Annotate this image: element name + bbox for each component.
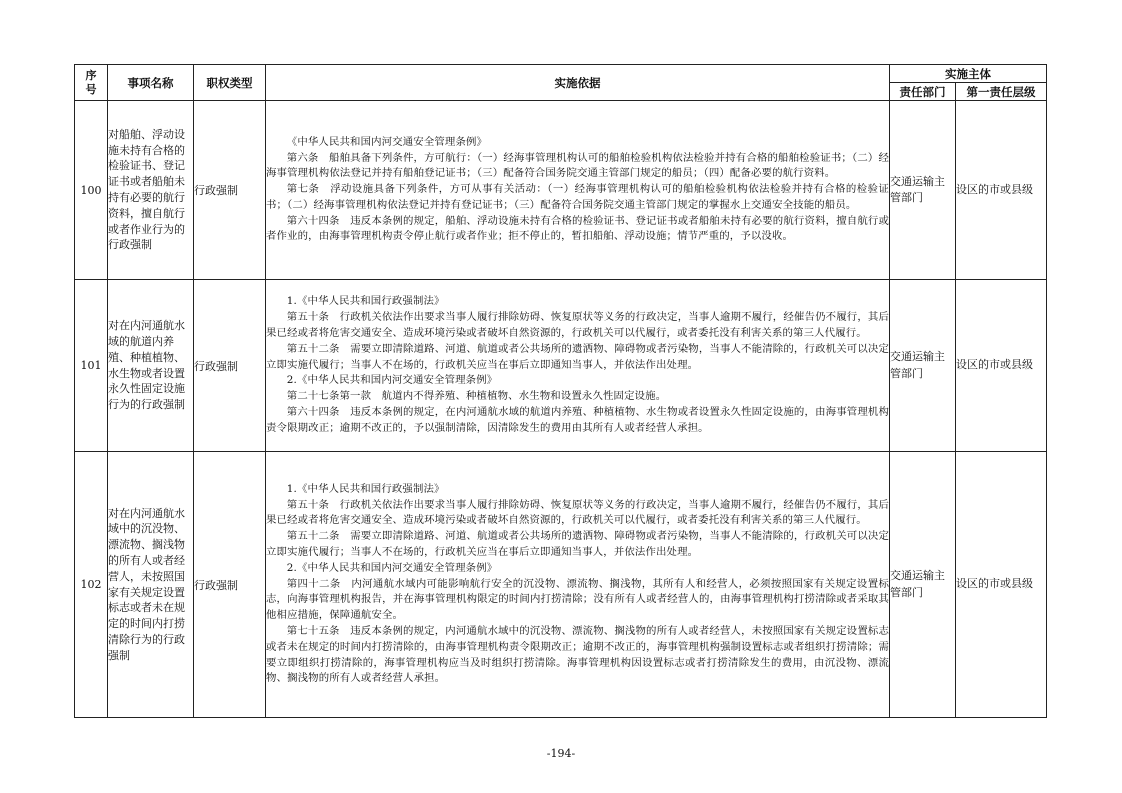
row-responsible-dept: 交通运输主管部门 xyxy=(890,452,956,718)
basis-paragraph: 第七条 浮动设施具备下列条件，方可从事有关活动：（一）经海事管理机构认可的船舶检验机构依法检验并持有合格的检验证书；（二）经海事管理机构依法登记并持有登记证书；（三）配备符合国务院交通主管部门规定的掌握水上交通安全技能的船员。 xyxy=(266,183,889,211)
basis-paragraph: 第五十二条 需要立即清除道路、河道、航道或者公共场所的遗洒物、障碍物或者污染物，当事人不能清除的，行政机关可以决定立即实施代履行；当事人不在场的，行政机关应当在事后立即通知当事人，并依法作出处理。 xyxy=(266,530,889,558)
row-authority-type: 行政强制 xyxy=(194,101,266,280)
basis-paragraph: 第七十五条 违反本条例的规定，内河通航水域中的沉没物、漂流物、搁浅物的所有人或者经营人，未按照国家有关规定设置标志或者未在规定的时间内打捞清除的，由海事管理机构责令限期改正；逾期不改正的，海事管理机构强制设置标志或者组织打捞清除；需要立即组织打捞清除的，海事管理机构应当及时组织打捞清除。海事管理机构因设置标志或者打捞清除发生的费用，由沉没物、漂流物、搁浅物的所有人或者经营人承担。 xyxy=(266,624,889,685)
row-item-name: 对在内河通航水域的航道内养殖、种植植物、水生物或者设置永久性固定设施行为的行政强制 xyxy=(108,280,194,452)
table-row xyxy=(75,452,1047,718)
basis-paragraph: 第五十条 行政机关依法作出要求当事人履行排除妨碍、恢复原状等义务的行政决定，当事人逾期不履行，经催告仍不履行，其后果已经或者将危害交通安全、造成环境污染或者破坏自然资源的，行政机关可以代履行，或者委托没有利害关系的第三人代履行。 xyxy=(266,498,889,527)
basis-paragraph: 《中华人民共和国内河交通安全管理条例》 xyxy=(286,135,488,148)
row-seq: 100 xyxy=(75,101,108,280)
basis-paragraph: 1.《中华人民共和国行政强制法》 xyxy=(286,482,445,495)
row-seq: 102 xyxy=(75,452,108,718)
row-item-name: 对船舶、浮动设施未持有合格的检验证书、登记证书或者船舶未持有必要的航行资料，擅自航行或者作业行为的行政强制 xyxy=(108,101,194,280)
basis-paragraph: 2.《中华人民共和国内河交通安全管理条例》 xyxy=(286,561,498,574)
row-responsible-dept: 交通运输主管部门 xyxy=(890,101,956,280)
row-legal-basis xyxy=(266,280,890,452)
basis-paragraph: 1.《中华人民共和国行政强制法》 xyxy=(286,295,445,308)
header-dept: 责任部门 xyxy=(890,83,956,101)
page-number: -194- xyxy=(546,747,576,760)
row-responsible-level: 设区的市或县级 xyxy=(956,452,1047,718)
table-row xyxy=(75,280,1047,452)
row-legal-basis xyxy=(266,101,890,280)
header-seq: 序号 xyxy=(75,65,108,101)
row-responsible-level: 设区的市或县级 xyxy=(956,280,1047,452)
basis-paragraph: 第五十条 行政机关依法作出要求当事人履行排除妨碍、恢复原状等义务的行政决定，当事人逾期不履行，经催告仍不履行，其后果已经或者将危害交通安全、造成环境污染或者破坏自然资源的，行政机关可以代履行，或者委托没有利害关系的第三人代履行。 xyxy=(266,311,889,339)
row-seq: 101 xyxy=(75,280,108,452)
basis-paragraph: 第六条 船舶具备下列条件，方可航行：（一）经海事管理机构认可的船舶检验机构依法检验并持有合格的船舶检验证书；（二）经海事管理机构依法登记并持有船舶登记证书；（三）配备符合国务院交通主管部门规定的船员；（四）配备必要的航行资料。 xyxy=(266,151,889,180)
row-authority-type: 行政强制 xyxy=(194,452,266,718)
authority-table xyxy=(74,64,1047,718)
row-responsible-dept: 交通运输主管部门 xyxy=(890,280,956,452)
header-level: 第一责任层级 xyxy=(956,83,1047,101)
row-authority-type: 行政强制 xyxy=(194,280,266,452)
table-row xyxy=(75,101,1047,280)
basis-paragraph: 第六十四条 违反本条例的规定，船舶、浮动设施未持有合格的检验证书、登记证书或者船舶未持有必要的航行资料，擅自航行或者作业的，由海事管理机构责令停止航行或者作业；拒不停止的，暂扣船舶、浮动设施；情节严重的，予以没收。 xyxy=(266,214,889,243)
basis-paragraph: 第五十二条 需要立即清除道路、河道、航道或者公共场所的遗洒物、障碍物或者污染物，当事人不能清除的，行政机关可以决定立即实施代履行；当事人不在场的，行政机关应当在事后立即通知当事人，并依法作出处理。 xyxy=(266,342,889,371)
header-name: 事项名称 xyxy=(108,65,194,101)
basis-paragraph: 第六十四条 违反本条例的规定，在内河通航水域的航道内养殖、种植植物、水生物或者设置永久性固定设施的，由海事管理机构责令限期改正；逾期不改正的，予以强制清除，因清除发生的费用由其所有人或者经营人承担。 xyxy=(266,405,889,434)
row-legal-basis xyxy=(266,452,890,718)
header-basis: 实施依据 xyxy=(266,65,890,101)
row-item-name: 对在内河通航水域中的沉没物、漂流物、搁浅物的所有人或者经营人，未按照国家有关规定设置标志或者未在规定的时间内打捞清除行为的行政强制 xyxy=(108,452,194,718)
header-type: 职权类型 xyxy=(194,65,266,101)
basis-paragraph: 第二十七条第一款 航道内不得养殖、种植植物、水生物和设置永久性固定设施。 xyxy=(286,390,667,403)
header-subject: 实施主体 xyxy=(890,65,1047,83)
row-responsible-level: 设区的市或县级 xyxy=(956,101,1047,280)
basis-paragraph: 2.《中华人民共和国内河交通安全管理条例》 xyxy=(286,374,498,387)
basis-paragraph: 第四十二条 内河通航水域内可能影响航行安全的沉没物、漂流物、搁浅物，其所有人和经营人，必须按照国家有关规定设置标志，向海事管理机构报告，并在海事管理机构限定的时间内打捞清除；没有所有人或者经营人的，由海事管理机构打捞清除或者采取其他相应措施，保障通航安全。 xyxy=(266,577,889,622)
